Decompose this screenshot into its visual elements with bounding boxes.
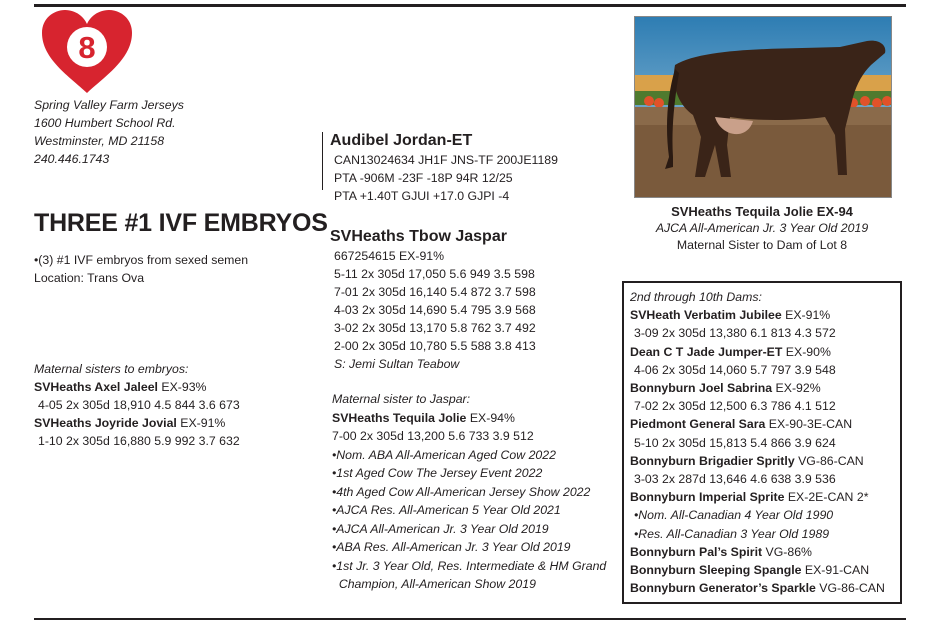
sister-grade: EX-91% xyxy=(176,416,226,430)
pedigree-dam-grade: EX-91-CAN xyxy=(801,563,870,578)
award-line: •AJCA Res. All-American 5 Year Old 2021 xyxy=(332,503,561,517)
bottom-rule xyxy=(34,618,906,620)
dam-record: 5-11 2x 305d 17,050 5.6 949 3.5 598 xyxy=(334,267,535,281)
cow-photo xyxy=(634,16,892,198)
sister-name: SVHeaths Axel Jaleel xyxy=(34,380,158,394)
dam-sire-note: S: Jemi Sultan Teabow xyxy=(334,357,460,371)
farm-address-line2: Westminster, MD 21158 xyxy=(34,134,165,148)
award-line: •Nom. ABA All-American Aged Cow 2022 xyxy=(332,447,556,462)
pedigree-dam xyxy=(630,543,885,561)
pedigree-dam-award: •Res. All-Canadian 3 Year Old 1989 xyxy=(634,526,830,541)
sister-record: 1-10 2x 305d 16,880 5.9 992 3.7 632 xyxy=(38,434,240,448)
pedigree-dam xyxy=(630,306,885,324)
pedigree-dam-name: Dean C T Jade Jumper-ET xyxy=(630,344,783,359)
pedigree-dam-name: Bonnyburn Joel Sabrina xyxy=(630,381,773,396)
farm-name: Spring Valley Farm Jerseys xyxy=(34,98,184,112)
pedigree-dam-grade: EX-90% xyxy=(782,344,831,359)
sire-bracket-line xyxy=(322,132,323,190)
pedigree-heading: 2nd through 10th Dams: xyxy=(630,290,762,304)
pedigree-dam-grade: EX-90-3E-CAN xyxy=(765,417,853,432)
dam-record: 2-00 2x 305d 10,780 5.5 588 3.8 413 xyxy=(334,339,536,353)
award-line: •1st Aged Cow The Jersey Event 2022 xyxy=(332,466,543,480)
pedigree-dam-record: 4-06 2x 305d 14,060 5.7 797 3.9 548 xyxy=(634,362,836,377)
maternal-sisters-section xyxy=(34,360,240,450)
sister-grade: EX-93% xyxy=(157,380,207,394)
pedigree-dam-grade: VG-86-CAN xyxy=(815,581,885,596)
pedigree-dam xyxy=(630,579,885,597)
pedigree-dam-name: Bonnyburn Brigadier Spritly xyxy=(630,453,795,468)
jaspar-sister-section xyxy=(332,390,606,594)
lot-number: 8 xyxy=(78,30,96,65)
dam-id: 667254615 EX-91% xyxy=(334,249,445,263)
pedigree-dam xyxy=(630,415,885,433)
jaspar-sister-record: 7-00 2x 305d 13,200 5.6 733 3.9 512 xyxy=(332,429,534,443)
lot-headline: THREE #1 IVF EMBRYOS xyxy=(34,209,328,237)
dam-record: 3-02 2x 305d 13,170 5.8 762 3.7 492 xyxy=(334,321,536,335)
pedigree-dam xyxy=(630,488,885,506)
sire-name: Audibel Jordan-ET xyxy=(330,132,473,149)
dam-section xyxy=(330,227,536,373)
jaspar-sister-entry xyxy=(332,409,606,428)
pedigree-dam xyxy=(630,379,885,397)
sister-record: 4-05 2x 305d 18,910 4.5 844 3.6 673 xyxy=(38,398,240,412)
pedigree-dam-name: Piedmont General Sara xyxy=(630,417,766,432)
dam-name: SVHeaths Tbow Jaspar xyxy=(330,228,507,245)
pedigree-dam-grade: EX-91% xyxy=(781,308,831,323)
award-line: •4th Aged Cow All-American Jersey Show 2022 xyxy=(332,484,591,499)
pedigree-dam xyxy=(630,561,885,579)
pedigree-dam-name: Bonnyburn Sleeping Spangle xyxy=(630,563,802,578)
top-rule xyxy=(34,4,906,7)
pedigree-dam-grade: EX-2E-CAN 2* xyxy=(784,490,869,505)
pedigree-dam xyxy=(630,452,885,470)
caption-relation: Maternal Sister to Dam of Lot 8 xyxy=(676,238,848,252)
pedigree-dam-name: Bonnyburn Imperial Sprite xyxy=(630,490,785,505)
pedigree-dam-grade: VG-86% xyxy=(762,544,812,559)
award-line: •AJCA All-American Jr. 3 Year Old 2019 xyxy=(332,521,549,536)
sister-entry xyxy=(34,414,240,432)
sire-id-line: CAN13024634 JH1F JNS-TF 200JE1189 xyxy=(334,153,558,167)
location-line: Location: Trans Ova xyxy=(34,271,145,285)
lot-number-badge xyxy=(40,9,134,95)
pedigree-dam-record: 5-10 2x 305d 15,813 5.4 866 3.9 624 xyxy=(634,435,836,450)
award-line: Champion, All-American Show 2019 xyxy=(332,577,536,591)
farm-phone: 240.446.1743 xyxy=(34,152,110,166)
maternal-sisters-heading: Maternal sisters to embryos: xyxy=(34,362,189,376)
caption-name: SVHeaths Tequila Jolie EX-94 xyxy=(671,204,853,219)
jaspar-sister-name: SVHeaths Tequila Jolie xyxy=(332,410,467,425)
pedigree-dam-name: SVHeath Verbatim Jubilee xyxy=(630,308,782,323)
pedigree-dam-grade: EX-92% xyxy=(772,381,821,396)
pedigree-dam-name: Bonnyburn Pal’s Spirit xyxy=(630,544,763,559)
heart-icon xyxy=(40,9,134,95)
photo-caption xyxy=(634,203,890,254)
sister-entry xyxy=(34,378,240,396)
lot-description xyxy=(34,251,248,287)
jaspar-sister-grade: EX-94% xyxy=(466,410,515,425)
pedigree-dam-name: Bonnyburn Generator’s Sparkle xyxy=(630,581,816,596)
sire-section xyxy=(330,131,558,205)
description-line: •(3) #1 IVF embryos from sexed semen xyxy=(34,253,249,267)
pedigree-dam-record: 3-03 2x 287d 13,646 4.6 638 3.9 536 xyxy=(634,472,836,487)
pedigree-dam-grade: VG-86-CAN xyxy=(794,453,864,468)
pedigree-dam-award: •Nom. All-Canadian 4 Year Old 1990 xyxy=(634,508,834,523)
consignor-info xyxy=(34,96,184,168)
dam-record: 7-01 2x 305d 16,140 5.4 872 3.7 598 xyxy=(334,285,536,299)
pedigree-dam xyxy=(630,343,885,361)
sire-pta-line: PTA +1.40T GJUI +17.0 GJPI -4 xyxy=(334,189,510,203)
pedigree-dam-record: 7-02 2x 305d 12,500 6.3 786 4.1 512 xyxy=(634,399,836,414)
award-line: •ABA Res. All-American Jr. 3 Year Old 2019 xyxy=(332,540,571,554)
farm-address-line1: 1600 Humbert School Rd. xyxy=(34,116,176,130)
dam-record: 4-03 2x 305d 14,690 5.4 795 3.9 568 xyxy=(334,303,536,317)
jaspar-sister-heading: Maternal sister to Jaspar: xyxy=(332,392,471,406)
sire-pta-line: PTA -906M -23F -18P 94R 12/25 xyxy=(334,171,513,185)
caption-award: AJCA All-American Jr. 3 Year Old 2019 xyxy=(655,221,869,235)
sister-name: SVHeaths Joyride Jovial xyxy=(34,416,177,430)
award-line: •1st Jr. 3 Year Old, Res. Intermediate & HM Grand xyxy=(332,558,607,573)
pedigree-list xyxy=(630,288,885,597)
pedigree-dam-record: 3-09 2x 305d 13,380 6.1 813 4.3 572 xyxy=(634,326,836,341)
